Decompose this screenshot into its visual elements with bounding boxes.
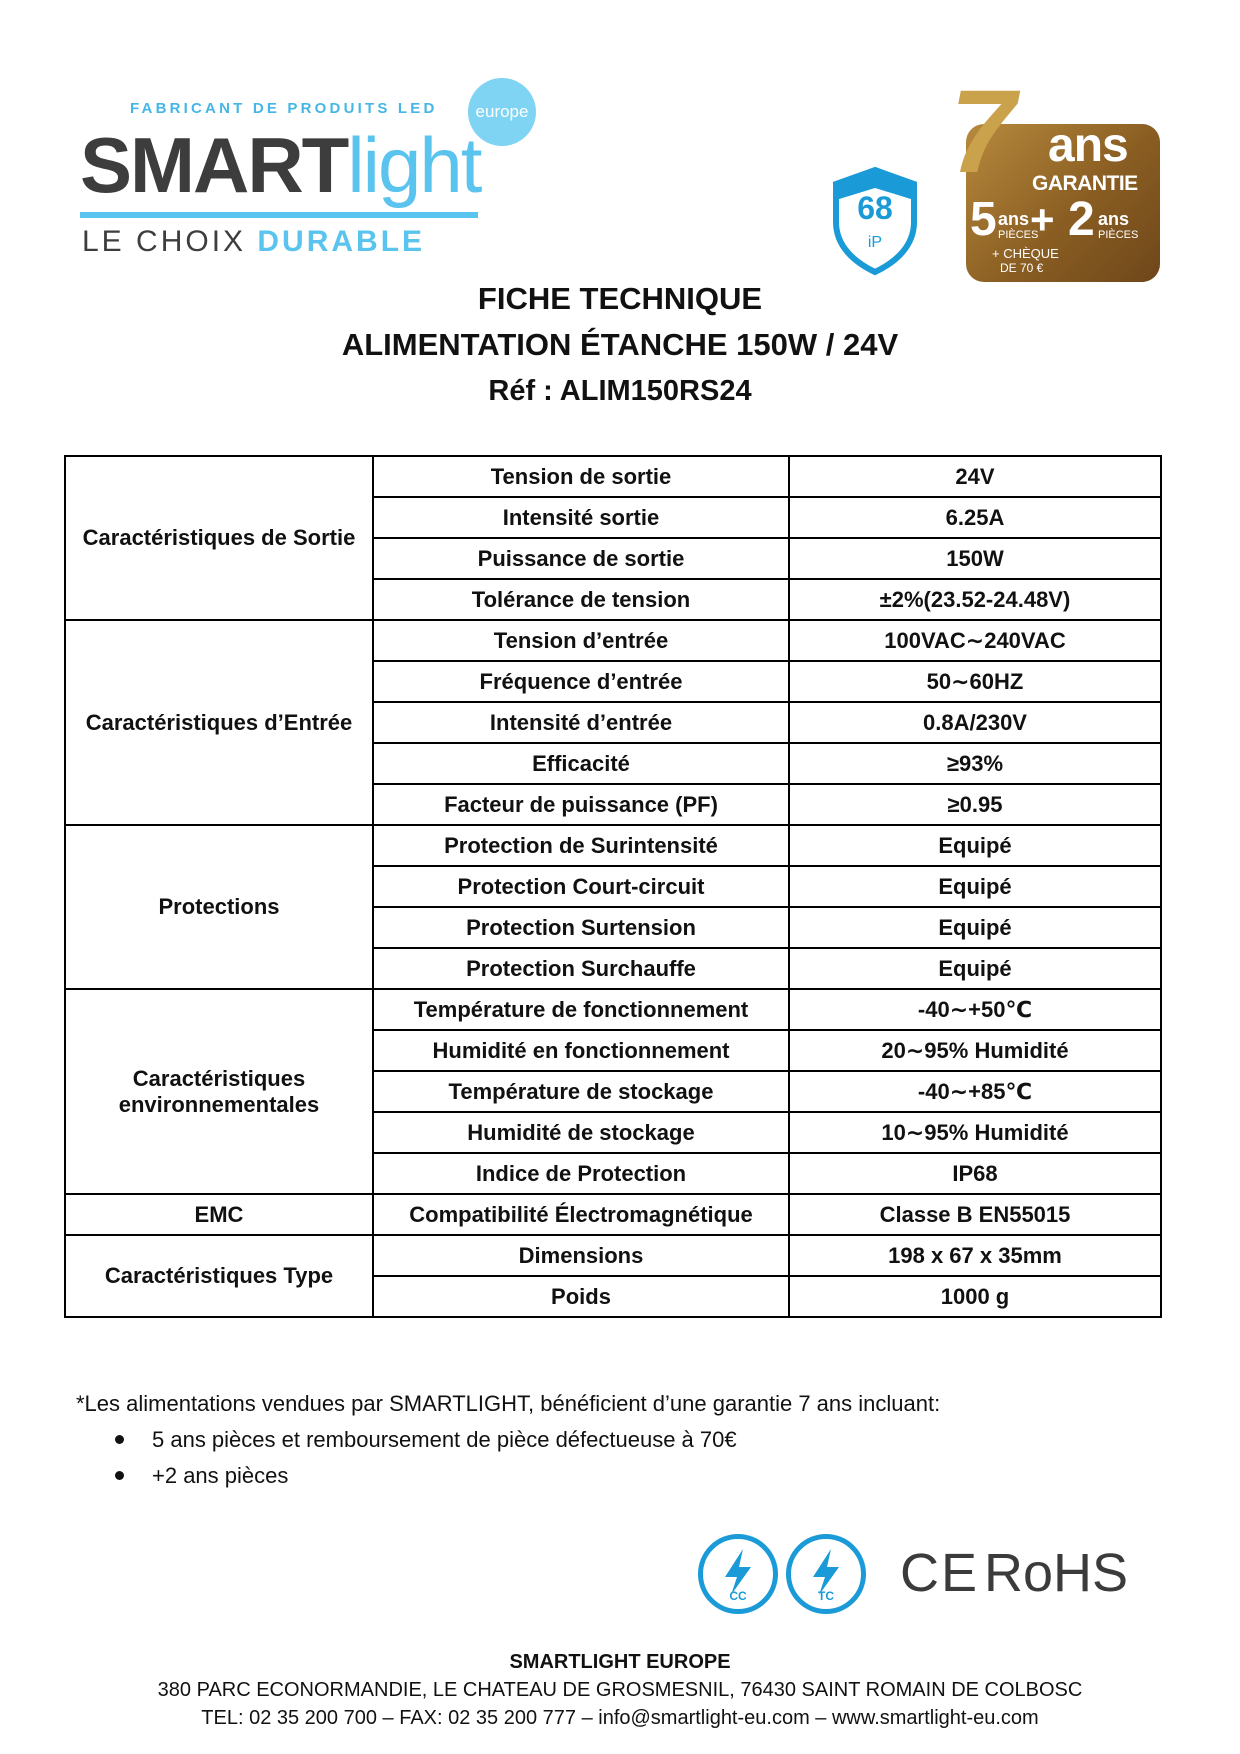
rohs-mark: RoHS (984, 1543, 1129, 1603)
slogan-durable: DURABLE (257, 225, 426, 258)
value-cell: 10∼95% Humidité (789, 1112, 1161, 1153)
value-cell: 50∼60HZ (789, 661, 1161, 702)
value-cell: 198 x 67 x 35mm (789, 1235, 1161, 1276)
tc-label: TC (818, 1589, 834, 1603)
table-row (65, 620, 1161, 661)
value-cell: ≥0.95 (789, 784, 1161, 825)
footer (0, 1648, 1240, 1732)
value-cell: -40∼+50℃ (789, 989, 1161, 1030)
value-cell: 150W (789, 538, 1161, 579)
parameter-cell: Facteur de puissance (PF) (373, 784, 789, 825)
value-cell: 0.8A/230V (789, 702, 1161, 743)
parameter-cell: Protection Surchauffe (373, 948, 789, 989)
footer-company: SMARTLIGHT EUROPE (509, 1651, 731, 1673)
title-product: ALIMENTATION ÉTANCHE 150W / 24V (341, 327, 899, 362)
parameter-cell: Compatibilité Électromagnétique (373, 1194, 789, 1235)
parameter-cell: Dimensions (373, 1235, 789, 1276)
table-row (65, 1194, 1161, 1235)
logo-underline (80, 212, 478, 218)
warranty-pieces-1: PIÈCES (998, 229, 1039, 241)
parameter-cell: Protection Surtension (373, 907, 789, 948)
bullet-text: 5 ans pièces et remboursement de pièce défectueuse à 70€ (152, 1427, 737, 1452)
document-title (0, 276, 1240, 414)
slogan-le-choix: LE CHOIX (82, 225, 247, 258)
list-item (110, 1427, 737, 1463)
list-item (110, 1463, 737, 1499)
warranty-ans-small-2: ans (1098, 209, 1130, 229)
parameter-cell: Humidité de stockage (373, 1112, 789, 1153)
warranty-ans: ans (1048, 119, 1128, 172)
value-cell: ±2%(23.52-24.48V) (789, 579, 1161, 620)
warranty-bullet-list (110, 1427, 737, 1499)
group-cell: Protections (65, 825, 373, 989)
parameter-cell: Température de stockage (373, 1071, 789, 1112)
group-cell: Caractéristiques de Sortie (65, 456, 373, 620)
table-row (65, 825, 1161, 866)
logo-tagline: FABRICANT DE PRODUITS LED (130, 100, 438, 117)
spec-table (64, 455, 1162, 1318)
smartlight-logo (80, 78, 550, 268)
value-cell: Classe B EN55015 (789, 1194, 1161, 1235)
parameter-cell: Indice de Protection (373, 1153, 789, 1194)
value-cell: Equipé (789, 948, 1161, 989)
table-row (65, 989, 1161, 1030)
parameter-cell: Tension de sortie (373, 456, 789, 497)
group-cell: EMC (65, 1194, 373, 1235)
parameter-cell: Tension d’entrée (373, 620, 789, 661)
value-cell: Equipé (789, 907, 1161, 948)
certification-logos (698, 1530, 1129, 1626)
value-cell: 1000 g (789, 1276, 1161, 1317)
logo-europe-badge: europe (468, 78, 536, 146)
ce-mark: CE (900, 1543, 980, 1603)
cc-label: CC (729, 1589, 747, 1603)
value-cell: 24V (789, 456, 1161, 497)
warranty-five: 5 (970, 193, 997, 246)
parameter-cell: Tolérance de tension (373, 579, 789, 620)
title-reference: Réf : ALIM150RS24 (488, 375, 752, 407)
ip-label: iP (867, 234, 883, 251)
group-cell: Caractéristiques environnementales (65, 989, 373, 1194)
bullet-text: +2 ans pièces (152, 1463, 289, 1488)
parameter-cell: Fréquence d’entrée (373, 661, 789, 702)
parameter-cell: Protection de Surintensité (373, 825, 789, 866)
warranty-seven: 7 (950, 66, 1016, 198)
value-cell: ≥93% (789, 743, 1161, 784)
tc-certification-icon (786, 1534, 866, 1614)
parameter-cell: Protection Court-circuit (373, 866, 789, 907)
group-cell: Caractéristiques Type (65, 1235, 373, 1317)
spec-table-body (65, 456, 1161, 1317)
value-cell: Equipé (789, 866, 1161, 907)
warranty-plus: + (1030, 196, 1055, 243)
footer-address: 380 PARC ECONORMANDIE, LE CHATEAU DE GROSMESNIL, 76430 SAINT ROMAIN DE COLBOSC (157, 1679, 1083, 1701)
ip68-shield-icon (830, 166, 920, 276)
table-row (65, 1235, 1161, 1276)
logo-wordmark (80, 120, 480, 210)
value-cell: 20∼95% Humidité (789, 1030, 1161, 1071)
bullet-icon (115, 1435, 124, 1444)
parameter-cell: Intensité d’entrée (373, 702, 789, 743)
warranty-note: *Les alimentations vendues par SMARTLIGHT, bénéficient d’une garantie 7 ans incluant: (76, 1391, 941, 1416)
ip-number: 68 (857, 190, 893, 226)
table-row (65, 456, 1161, 497)
bullet-icon (115, 1471, 124, 1480)
cc-certification-icon (698, 1534, 778, 1614)
parameter-cell: Intensité sortie (373, 497, 789, 538)
parameter-cell: Température de fonctionnement (373, 989, 789, 1030)
value-cell: IP68 (789, 1153, 1161, 1194)
value-cell: 6.25A (789, 497, 1161, 538)
warranty-pieces-2: PIÈCES (1098, 229, 1139, 241)
parameter-cell: Poids (373, 1276, 789, 1317)
logo-slogan (82, 225, 425, 259)
value-cell: 100VAC∼240VAC (789, 620, 1161, 661)
warranty-badge (950, 66, 1160, 282)
title-fiche-technique: FICHE TECHNIQUE (477, 281, 763, 316)
logo-smart: SMART (80, 121, 348, 209)
warranty-cheque-1: + CHÈQUE (992, 246, 1059, 261)
warranty-ans-small-1: ans (998, 209, 1030, 229)
value-cell: -40∼+85℃ (789, 1071, 1161, 1112)
footer-contact: TEL: 02 35 200 700 – FAX: 02 35 200 777 – info@smartlight-eu.com – www.smartlight-eu.com (201, 1707, 1039, 1729)
logo-light: light (347, 121, 481, 209)
parameter-cell: Puissance de sortie (373, 538, 789, 579)
value-cell: Equipé (789, 825, 1161, 866)
warranty-garantie: GARANTIE (1032, 172, 1138, 195)
warranty-two: 2 (1068, 193, 1095, 246)
parameter-cell: Efficacité (373, 743, 789, 784)
group-cell: Caractéristiques d’Entrée (65, 620, 373, 825)
parameter-cell: Humidité en fonctionnement (373, 1030, 789, 1071)
warranty-cheque-2: DE 70 € (1000, 261, 1044, 275)
